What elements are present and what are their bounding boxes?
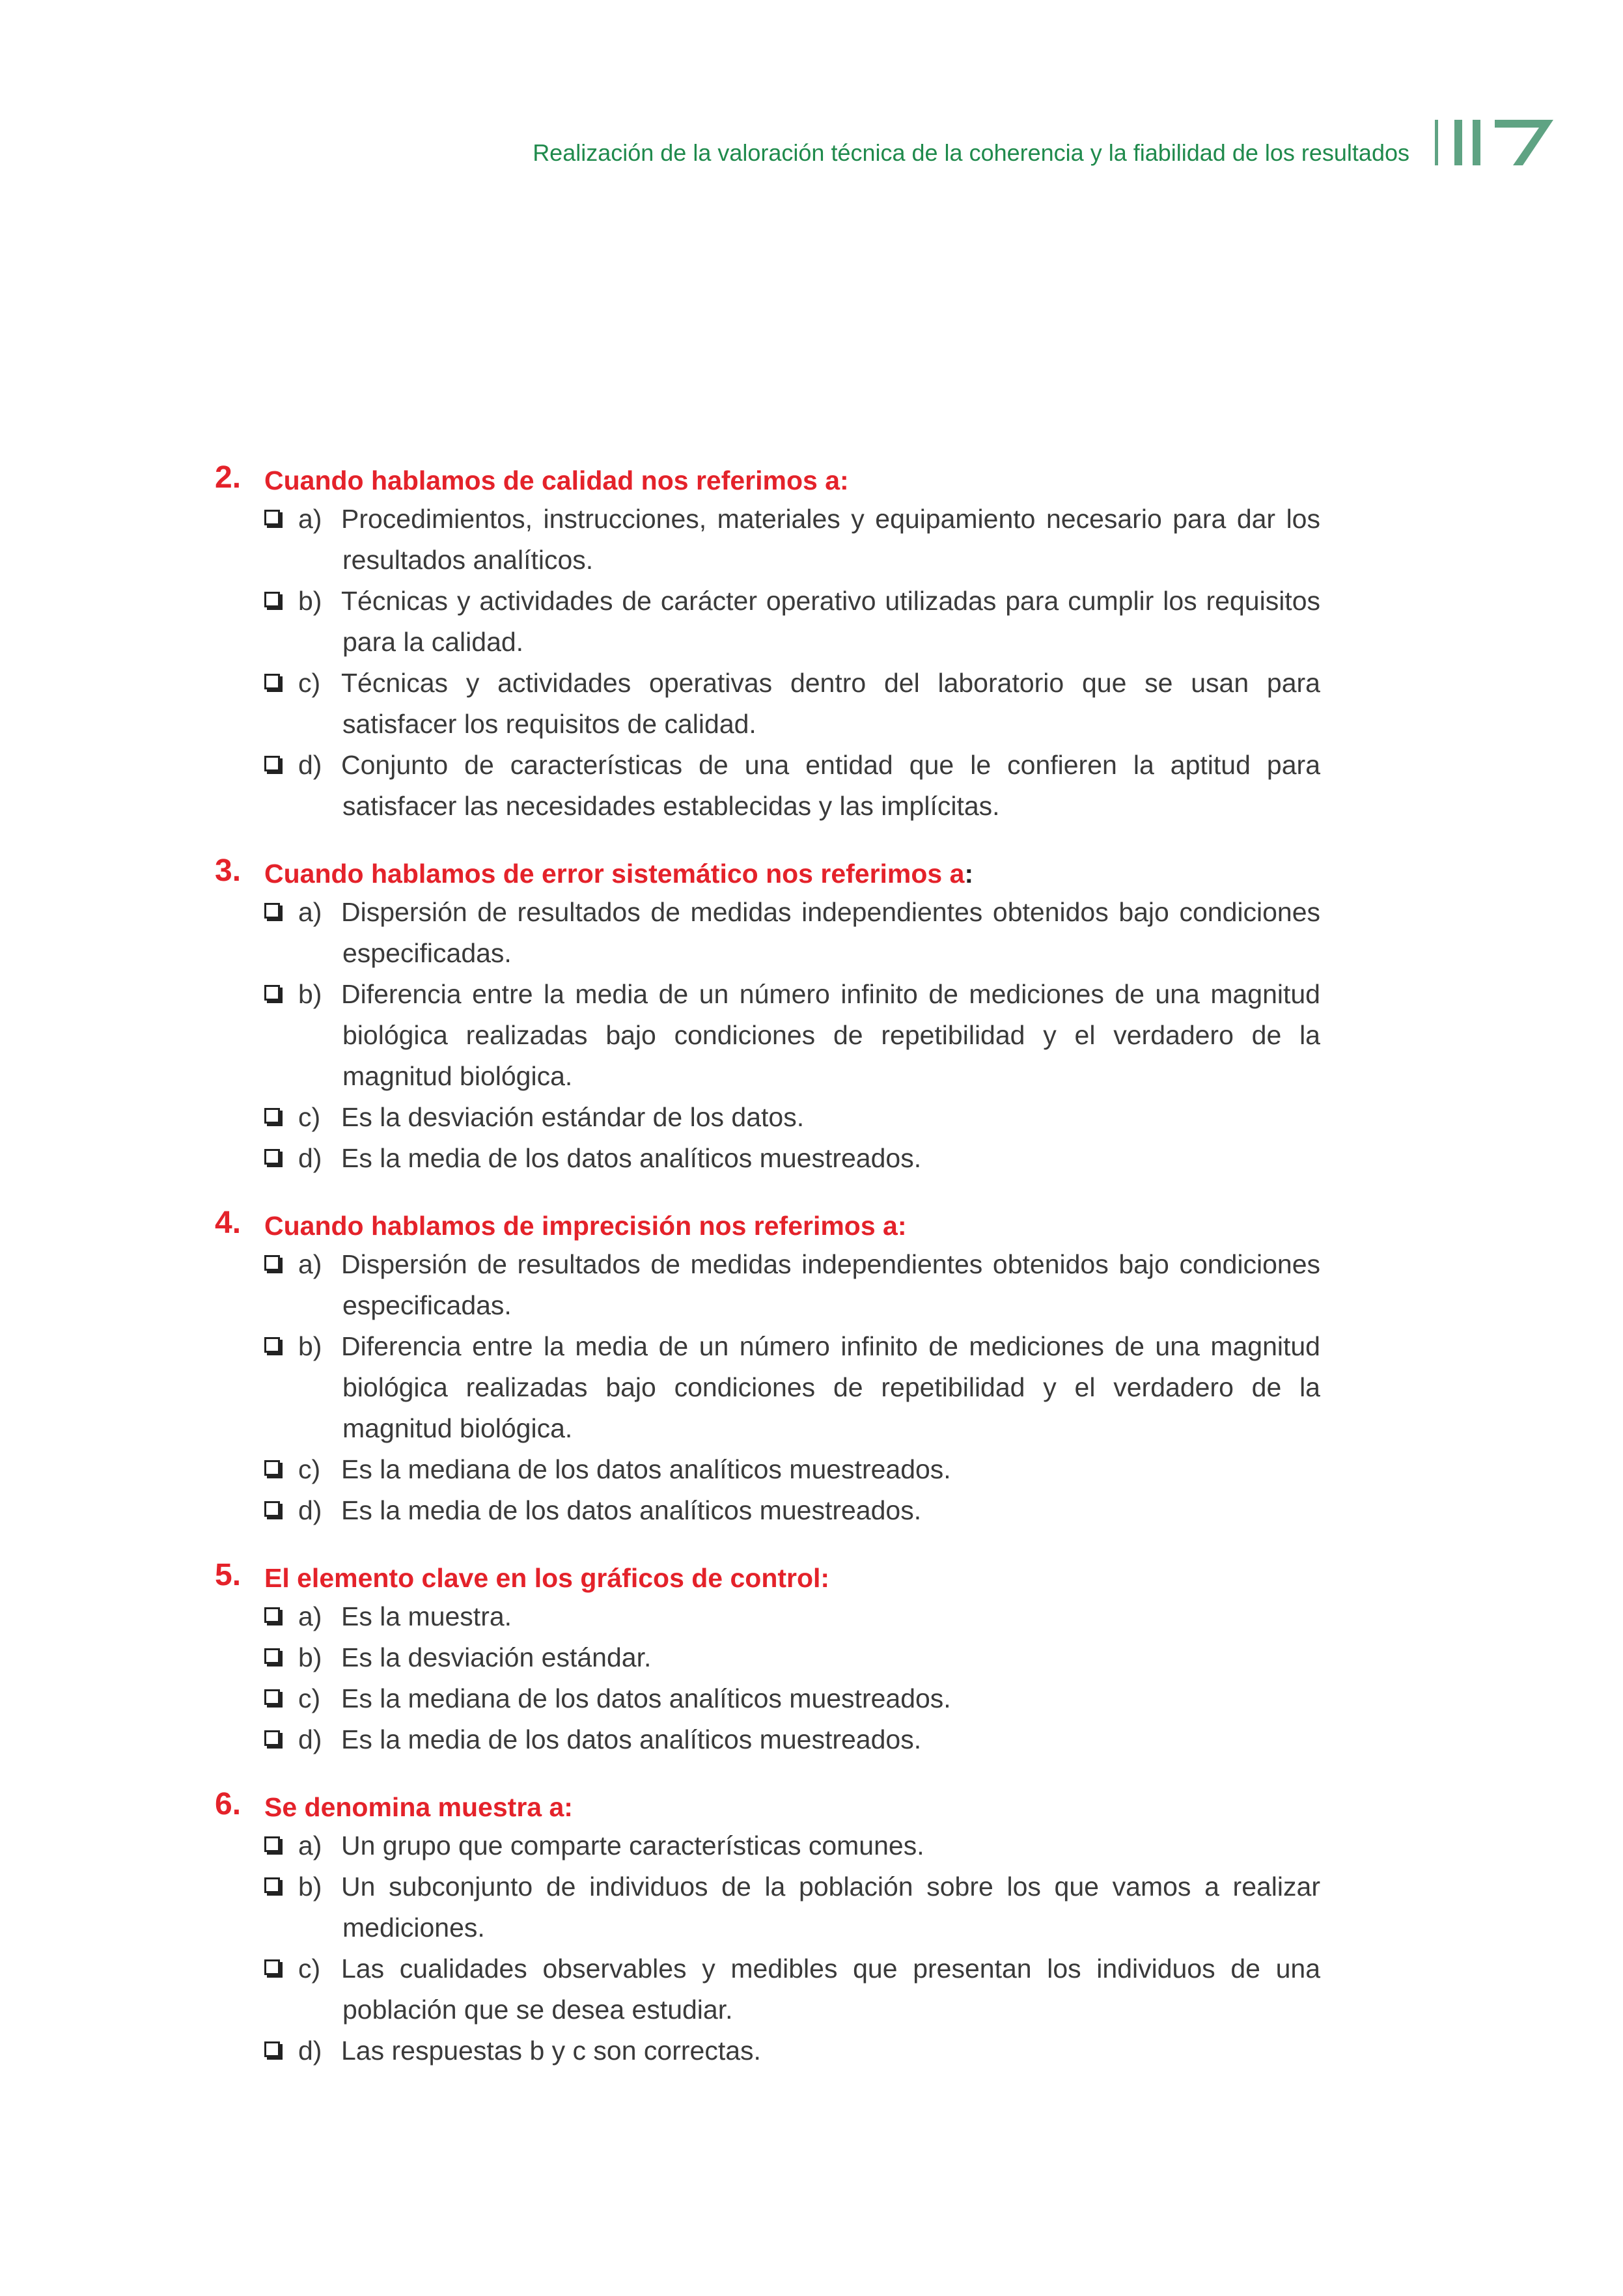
option-letter: c) <box>298 1102 321 1132</box>
checkbox-icon[interactable] <box>264 1648 280 1664</box>
checkbox-icon[interactable] <box>264 756 280 771</box>
option-text: Es la desviación estándar de los datos. <box>341 1102 805 1132</box>
answer-option <box>215 1825 1320 1866</box>
question-text <box>264 855 973 892</box>
answer-option <box>215 1449 1320 1490</box>
option-text: Diferencia entre la media de un número infinito de mediciones de una magnitud biológica realizadas bajo condiciones de repetibilidad y el verdadero de la magnitud biológica. <box>341 979 1320 1091</box>
checkbox-icon[interactable] <box>264 2041 280 2057</box>
answer-option <box>215 663 1320 745</box>
question-text: Cuando hablamos de calidad nos referimos a: <box>264 465 849 495</box>
answer-option <box>215 1866 1320 1948</box>
answer-option <box>215 1138 1320 1179</box>
option-letter: b) <box>298 1642 322 1672</box>
checkbox-icon[interactable] <box>264 1607 280 1623</box>
answer-option <box>215 1678 1320 1719</box>
checkbox-icon[interactable] <box>264 1108 280 1124</box>
option-text: Es la desviación estándar. <box>341 1642 652 1672</box>
question-number: 4. <box>215 1206 242 1240</box>
option-letter: c) <box>298 668 321 698</box>
page-number <box>1435 117 1555 167</box>
checkbox-icon[interactable] <box>264 1501 280 1517</box>
option-letter: d) <box>298 750 322 780</box>
option-letter: d) <box>298 2036 322 2066</box>
answer-option <box>215 2030 1320 2071</box>
question-heading <box>215 1784 1320 1825</box>
checkbox-icon[interactable] <box>264 592 280 607</box>
question-6 <box>215 1784 1320 2071</box>
option-text: Es la mediana de los datos analíticos muestreados. <box>341 1683 951 1713</box>
option-text: Técnicas y actividades de carácter operativo utilizadas para cumplir los requisitos para la calidad. <box>341 586 1320 657</box>
option-text: Es la media de los datos analíticos muestreados. <box>341 1495 922 1525</box>
option-letter: b) <box>298 1331 322 1361</box>
question-text: El elemento clave en los gráficos de control: <box>264 1563 830 1593</box>
option-text: Técnicas y actividades operativas dentro del laboratorio que se usan para satisfacer los requisitos de calidad. <box>341 668 1320 739</box>
option-text: Dispersión de resultados de medidas independientes obtenidos bajo condiciones especificadas. <box>341 897 1320 968</box>
option-letter: a) <box>298 504 322 534</box>
option-text: Un subconjunto de individuos de la población sobre los que vamos a realizar mediciones. <box>341 1872 1320 1943</box>
answer-option <box>215 1326 1320 1449</box>
question-2 <box>215 457 1320 827</box>
option-letter: b) <box>298 586 322 616</box>
answer-option <box>215 974 1320 1097</box>
checkbox-icon[interactable] <box>264 1730 280 1746</box>
checkbox-icon[interactable] <box>264 1959 280 1975</box>
option-letter: a) <box>298 1831 322 1860</box>
checkbox-icon[interactable] <box>264 674 280 689</box>
option-text: Las cualidades observables y medibles que presentan los individuos de una población que se desea estudiar. <box>341 1954 1320 2025</box>
question-number: 2. <box>215 460 242 495</box>
answer-option <box>215 1948 1320 2030</box>
option-text: Conjunto de características de una entidad que le confieren la aptitud para satisfacer las necesidades establecidas y las implícitas. <box>341 750 1320 821</box>
checkbox-icon[interactable] <box>264 1337 280 1353</box>
checkbox-icon[interactable] <box>264 510 280 525</box>
answer-option <box>215 892 1320 974</box>
question-3 <box>215 850 1320 1179</box>
question-5 <box>215 1555 1320 1760</box>
option-letter: a) <box>298 1249 322 1279</box>
question-number: 5. <box>215 1558 242 1592</box>
option-text: Es la media de los datos analíticos muestreados. <box>341 1724 922 1754</box>
answer-option <box>215 1244 1320 1326</box>
checkbox-icon[interactable] <box>264 1460 280 1476</box>
question-number: 3. <box>215 853 242 888</box>
question-text-main: Cuando hablamos de error sistemático nos referimos a <box>264 859 965 889</box>
question-heading <box>215 850 1320 892</box>
checkbox-icon[interactable] <box>264 1149 280 1165</box>
option-text: Es la media de los datos analíticos muestreados. <box>341 1143 922 1173</box>
option-letter: d) <box>298 1143 322 1173</box>
answer-option <box>215 581 1320 663</box>
answer-option <box>215 499 1320 581</box>
answer-option <box>215 1596 1320 1637</box>
question-number: 6. <box>215 1787 242 1821</box>
answer-option <box>215 1637 1320 1678</box>
running-header: Realización de la valoración técnica de la coherencia y la fiabilidad de los resultados <box>533 139 1409 166</box>
option-text: Es la muestra. <box>341 1601 512 1631</box>
option-text: Dispersión de resultados de medidas independientes obtenidos bajo condiciones especificadas. <box>341 1249 1320 1320</box>
checkbox-icon[interactable] <box>264 1836 280 1852</box>
option-text: Un grupo que comparte características comunes. <box>341 1831 924 1860</box>
question-heading <box>215 1555 1320 1596</box>
question-text-colon: : <box>964 859 974 889</box>
checkbox-icon[interactable] <box>264 903 280 919</box>
question-text: Cuando hablamos de imprecisión nos referimos a: <box>264 1211 907 1241</box>
answer-option <box>215 1719 1320 1760</box>
checkbox-icon[interactable] <box>264 1255 280 1271</box>
option-letter: c) <box>298 1954 321 1984</box>
checkbox-icon[interactable] <box>264 1877 280 1893</box>
option-letter: a) <box>298 897 322 927</box>
option-text: Diferencia entre la media de un número infinito de mediciones de una magnitud biológica realizadas bajo condiciones de repetibilidad y el verdadero de la magnitud biológica. <box>341 1331 1320 1443</box>
checkbox-icon[interactable] <box>264 1689 280 1705</box>
option-letter: c) <box>298 1683 321 1713</box>
option-letter: b) <box>298 1872 322 1902</box>
option-text: Procedimientos, instrucciones, materiales y equipamiento necesario para dar los resultados analíticos. <box>341 504 1320 575</box>
answer-option <box>215 1490 1320 1531</box>
option-letter: d) <box>298 1724 322 1754</box>
option-letter: d) <box>298 1495 322 1525</box>
question-4 <box>215 1202 1320 1531</box>
option-letter: b) <box>298 979 322 1009</box>
question-heading <box>215 457 1320 499</box>
question-heading <box>215 1202 1320 1244</box>
question-list <box>215 457 1320 2095</box>
answer-option <box>215 1097 1320 1138</box>
option-letter: a) <box>298 1601 322 1631</box>
checkbox-icon[interactable] <box>264 985 280 1001</box>
answer-option <box>215 745 1320 827</box>
page-number-graphic <box>1435 117 1555 167</box>
option-text: Las respuestas b y c son correctas. <box>341 2036 761 2066</box>
question-text: Se denomina muestra a: <box>264 1792 573 1822</box>
option-letter: c) <box>298 1454 321 1484</box>
option-text: Es la mediana de los datos analíticos muestreados. <box>341 1454 951 1484</box>
